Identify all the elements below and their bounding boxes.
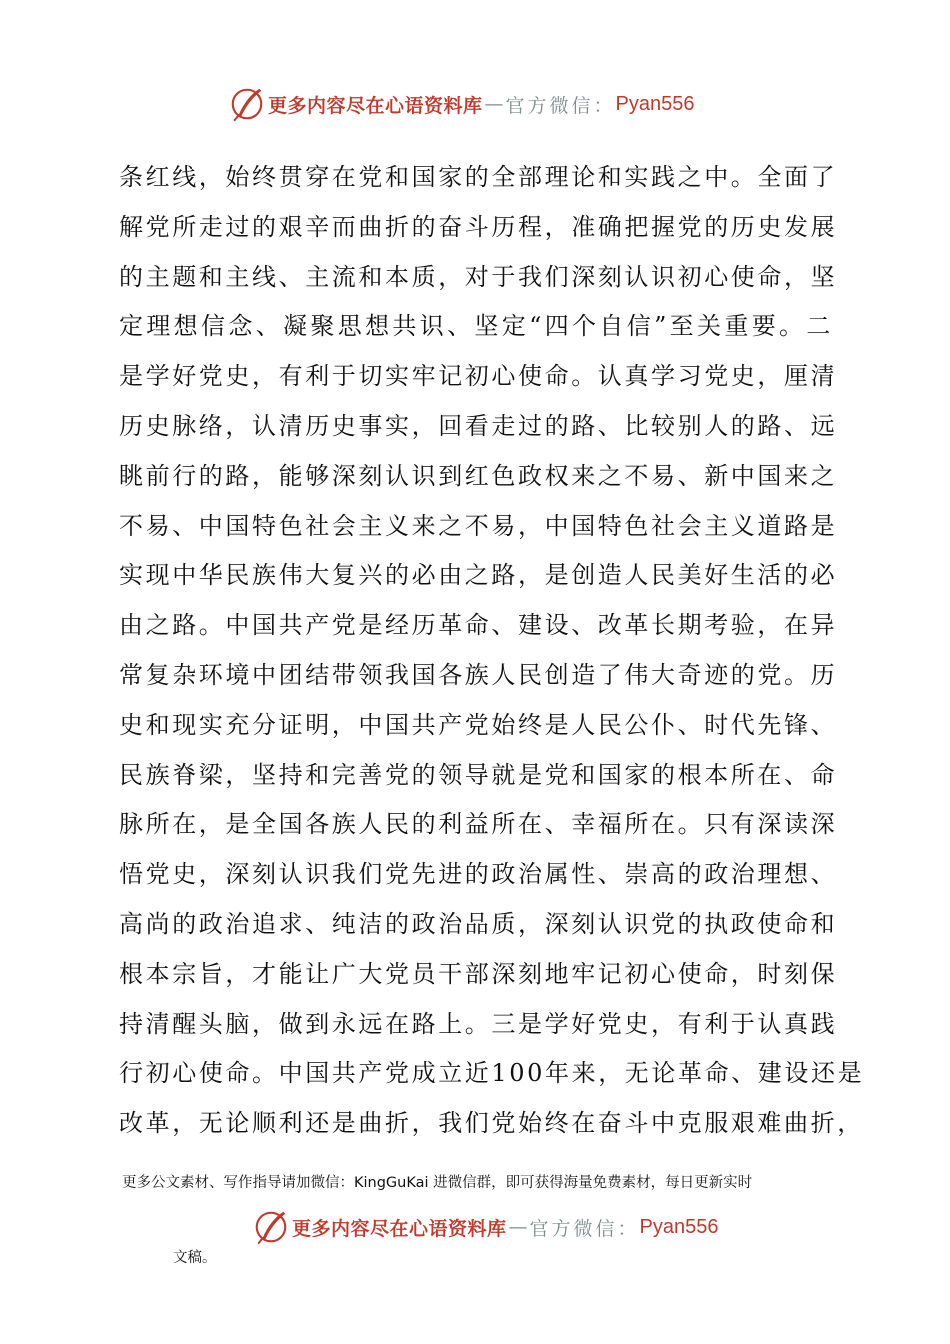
body-line: 高尚的政治追求、纯洁的政治品质，深刻认识党的执政使命和 <box>119 909 838 938</box>
body-line: 定理想信念、凝聚思想共识、坚定“四个自信”至关重要。二 <box>119 312 833 341</box>
body-line: 根本宗旨，才能让广大党员干部深刻地牢记初心使命，时刻保 <box>119 959 838 988</box>
footer-note: 更多公文素材、写作指导请加微信：KingGuKai 进微信群，即可获得海量免费素材，每日更新实时 <box>122 1175 753 1191</box>
watermark-brand-text: 更多内容尽在心语资料库 <box>268 94 483 117</box>
quill-logo-icon <box>228 85 266 123</box>
body-line: 悟党史，深刻认识我们党先进的政治属性、崇高的政治理想、 <box>119 860 838 889</box>
watermark-wechat-id: Pyan556 <box>615 92 695 115</box>
body-line: 实现中华民族伟大复兴的必由之路，是创造人民美好生活的必 <box>119 561 838 590</box>
body-line: 常复杂环境中团结带领我国各族人民创造了伟大奇迹的党。历 <box>119 660 838 689</box>
body-line: 史和现实充分证明，中国共产党始终是人民公仆、时代先锋、 <box>119 710 838 739</box>
footer-note-continued: 文稿。 <box>173 1250 217 1266</box>
body-line: 的主题和主线、主流和本质，对于我们深刻认识初心使命，坚 <box>119 262 838 291</box>
watermark-dash: — <box>508 1216 528 1238</box>
body-line: 历史脉络，认清历史事实，回看走过的路、比较别人的路、远 <box>119 411 838 440</box>
body-line: 条红线，始终贯穿在党和国家的全部理论和实践之中。全面了 <box>119 163 838 191</box>
watermark-wechat-id: Pyan556 <box>639 1215 719 1238</box>
body-line: 不易、中国特色社会主义来之不易，中国特色社会主义道路是 <box>119 511 838 540</box>
body-line: 行初心使命。中国共产党成立近100年来，无论革命、建设还是 <box>119 1059 865 1088</box>
body-line: 民族脊梁，坚持和完善党的领导就是党和国家的根本所在、命 <box>119 760 838 789</box>
watermark-dash: — <box>484 93 504 115</box>
body-line: 眺前行的路，能够深刻认识到红色政权来之不易、新中国来之 <box>119 461 838 490</box>
quill-logo-icon <box>252 1208 290 1246</box>
body-line: 是学好党史，有利于切实牢记初心使命。认真学习党史，厘清 <box>119 362 838 391</box>
footer-watermark <box>252 1207 719 1247</box>
body-line: 解党所走过的艰辛而曲折的奋斗历程，准确把握党的历史发展 <box>119 212 838 241</box>
watermark-official-label: 官方微信： <box>505 94 616 117</box>
body-line: 脉所在，是全国各族人民的利益所在、幸福所在。只有深读深 <box>119 810 838 839</box>
document-body <box>119 153 865 1149</box>
body-line: 持清醒头脑，做到永远在路上。三是学好党史，有利于认真践 <box>119 1009 838 1038</box>
watermark-brand-text: 更多内容尽在心语资料库 <box>292 1217 507 1240</box>
header-watermark <box>228 84 695 124</box>
body-line: 改革，无论顺利还是曲折，我们党始终在奋斗中克服艰难曲折， <box>119 1109 864 1138</box>
body-line: 由之路。中国共产党是经历革命、建设、改革长期考验，在异 <box>119 611 838 640</box>
watermark-official-label: 官方微信： <box>529 1217 640 1240</box>
